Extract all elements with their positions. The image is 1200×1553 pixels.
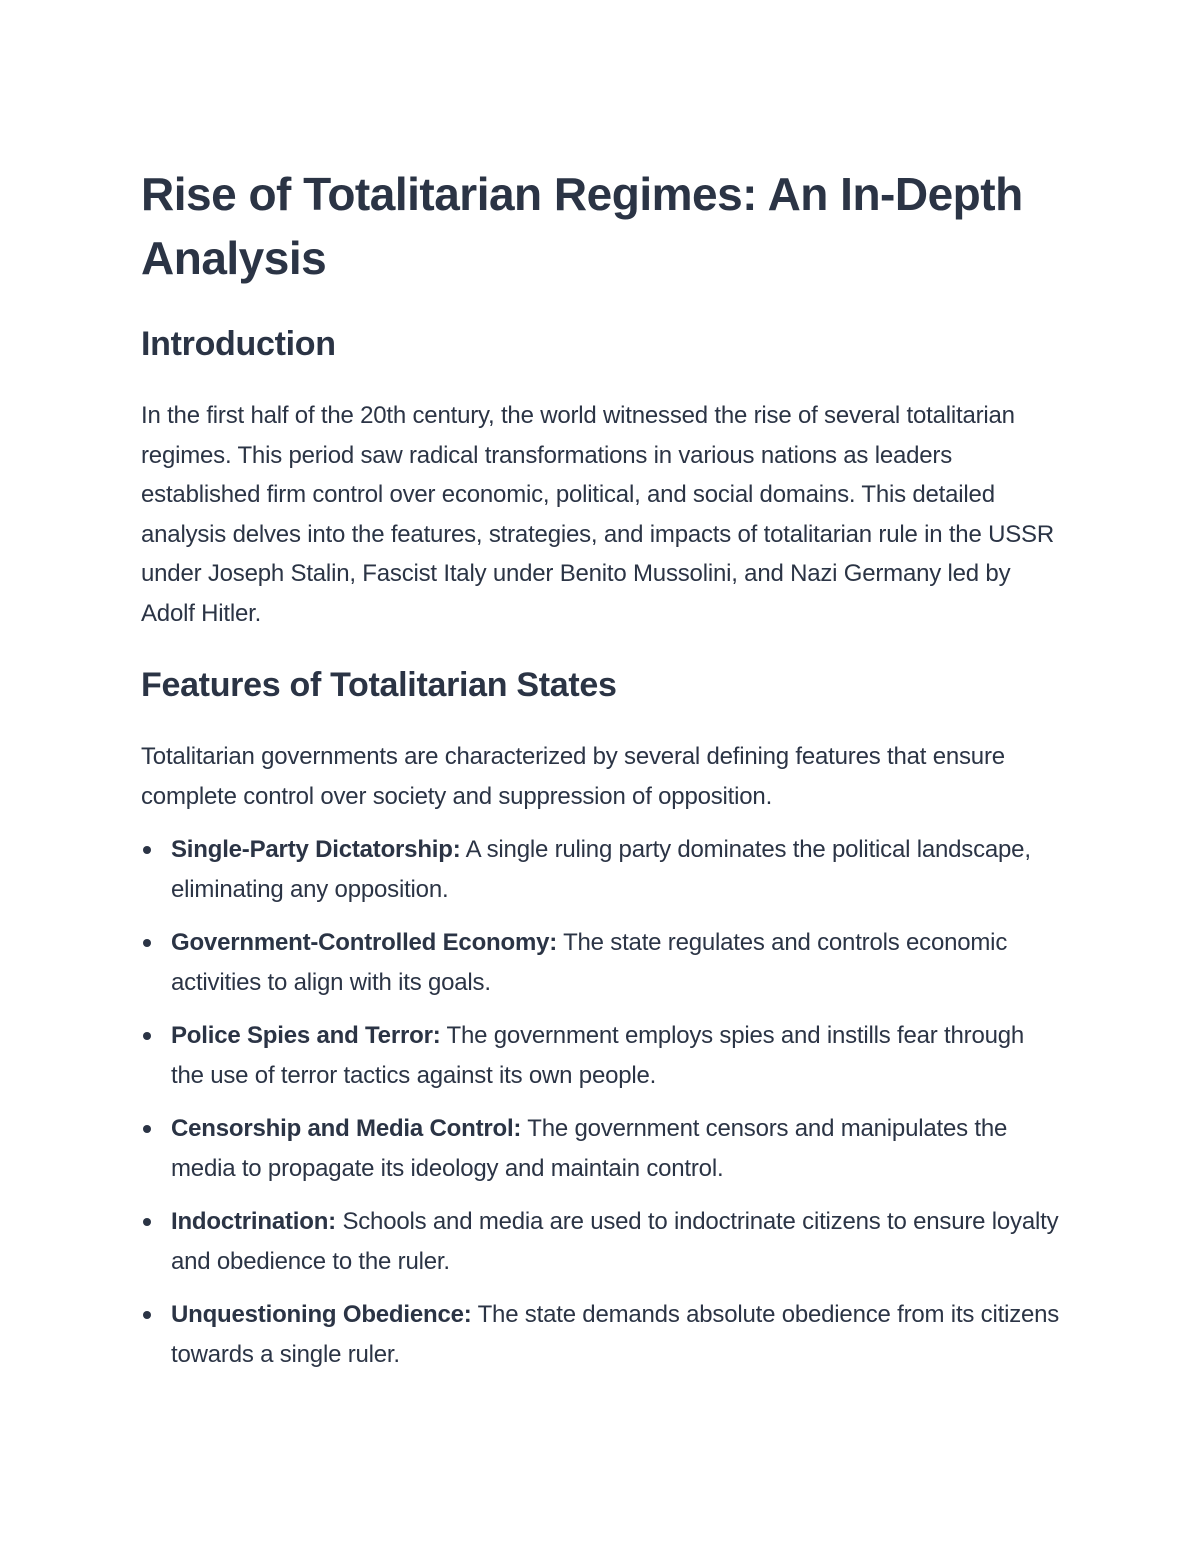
list-item-term: Unquestioning Obedience: bbox=[171, 1301, 472, 1328]
list-item-text: The government employs spies and instills fear through the use of terror tactics against its own people. bbox=[171, 1022, 1025, 1089]
list-item-term: Police Spies and Terror: bbox=[171, 1022, 441, 1049]
list-item-text: A single ruling party dominates the political landscape, eliminating any opposition. bbox=[171, 836, 1031, 903]
list-item-term: Government-Controlled Economy: bbox=[171, 929, 558, 956]
introduction-paragraph: In the first half of the 20th century, the world witnessed the rise of several totalitarian regimes. This period saw radical transformations in various nations as leaders established firm control over economic, political, and social domains. This detailed analysis delves into the features, strategies, and impacts of totalitarian rule in the USSR under Joseph Stalin, Fascist Italy under Benito Mussolini, and Nazi Germany led by Adolf Hitler. bbox=[141, 402, 1054, 627]
features-list bbox=[141, 830, 1061, 1375]
introduction-heading: Introduction bbox=[141, 325, 336, 363]
list-item-text: The state regulates and controls economic activities to align with its goals. bbox=[171, 929, 1008, 996]
bullet-icon bbox=[143, 1125, 151, 1133]
document-page bbox=[141, 162, 1061, 1388]
list-item bbox=[141, 1202, 1061, 1282]
bullet-icon bbox=[143, 1032, 151, 1040]
list-item-text: Schools and media are used to indoctrinate citizens to ensure loyalty and obedience to the ruler. bbox=[171, 1208, 1059, 1275]
list-item-text: The state demands absolute obedience from its citizens towards a single ruler. bbox=[171, 1301, 1060, 1368]
list-item-term: Censorship and Media Control: bbox=[171, 1115, 522, 1142]
bullet-icon bbox=[143, 939, 151, 947]
list-item-term: Single-Party Dictatorship: bbox=[171, 836, 461, 863]
list-item bbox=[141, 923, 1061, 1003]
list-item bbox=[141, 830, 1061, 910]
list-item bbox=[141, 1016, 1061, 1096]
list-item bbox=[141, 1295, 1061, 1375]
list-item-text: The government censors and manipulates the media to propagate its ideology and maintain control. bbox=[171, 1115, 1008, 1182]
bullet-icon bbox=[143, 1218, 151, 1226]
features-heading: Features of Totalitarian States bbox=[141, 666, 617, 704]
bullet-icon bbox=[143, 846, 151, 854]
list-item-term: Indoctrination: bbox=[171, 1208, 336, 1235]
features-paragraph: Totalitarian governments are characterized by several defining features that ensure complete control over society and suppression of opposition. bbox=[141, 743, 1005, 810]
bullet-icon bbox=[143, 1311, 151, 1319]
document-title: Rise of Totalitarian Regimes: An In-Depth Analysis bbox=[141, 168, 1023, 284]
list-item bbox=[141, 1109, 1061, 1189]
